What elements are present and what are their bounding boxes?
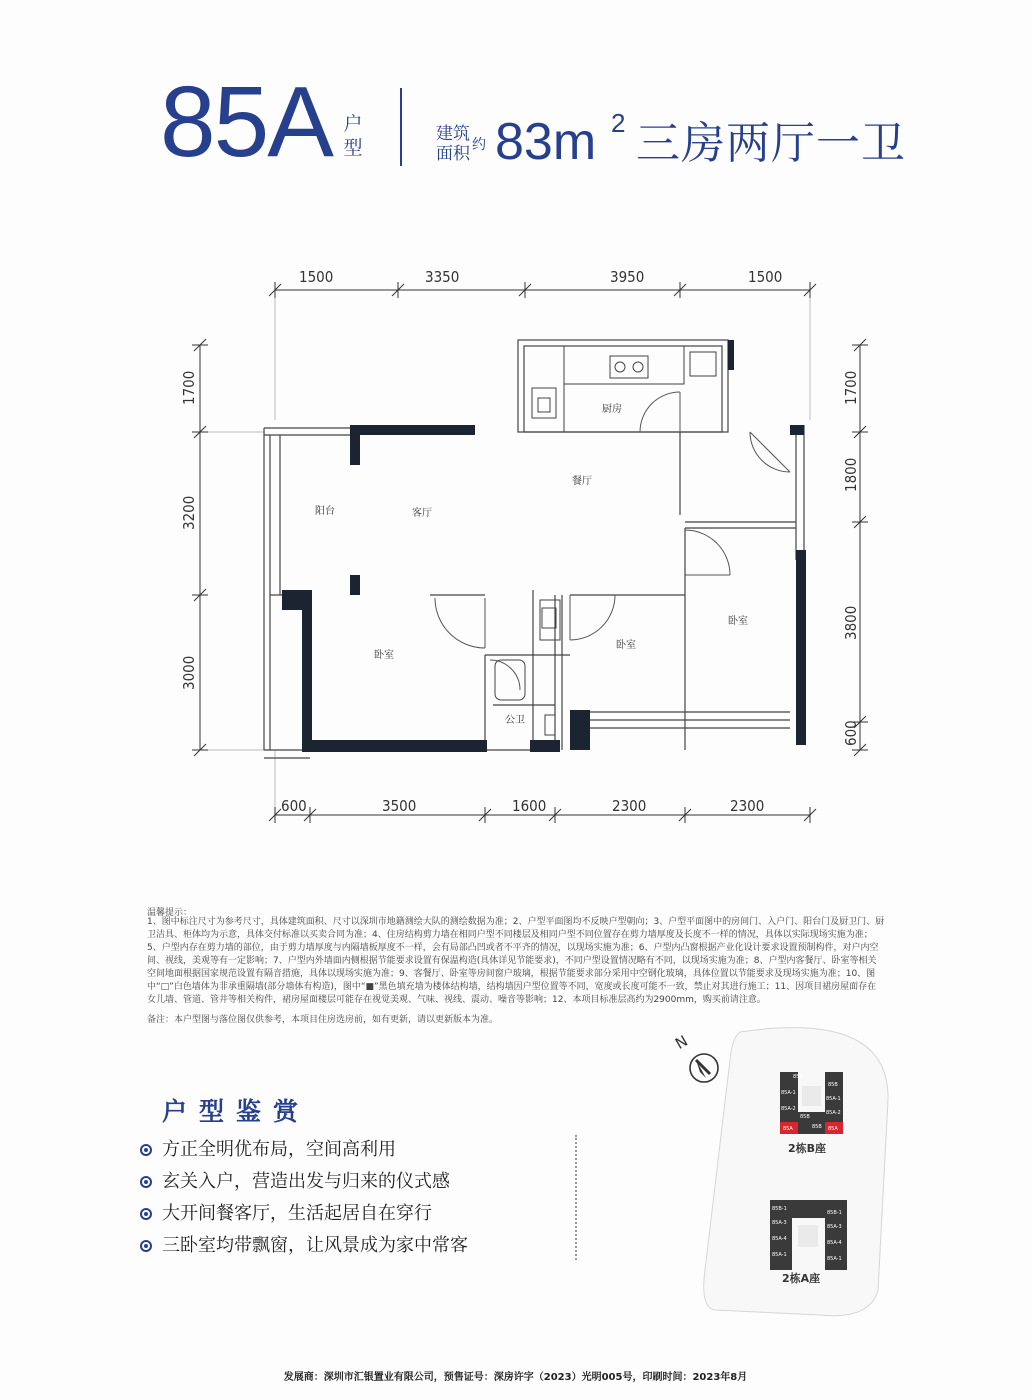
room-label-dining: 餐厅 <box>572 476 592 487</box>
site-unit-label: 85B <box>828 1082 838 1088</box>
site-unit-label: 85A <box>783 1126 793 1132</box>
bullet-icon <box>140 1176 152 1188</box>
room-label-bedroom-3: 卧室 <box>728 616 748 627</box>
footer-info: 发展商：深圳市汇银置业有限公司，预售证号：深房许字（2023）光明005号，印刷时间：2023年8月 <box>283 1372 748 1383</box>
room-label-living: 客厅 <box>412 508 432 519</box>
floor-plan <box>150 260 870 840</box>
dim-top-4: 1500 <box>748 268 783 286</box>
feature-item <box>140 1170 450 1194</box>
site-unit-label: 85A-4 <box>772 1236 787 1242</box>
bullet-icon <box>140 1208 152 1220</box>
site-unit-label: 85A-2 <box>826 1110 841 1116</box>
dim-top-3: 3950 <box>610 268 645 286</box>
notes-body: 1、图中标注尺寸为参考尺寸，具体建筑面积、尺寸以深圳市地籍测绘大队的测绘数据为准；2、户型平面图均不反映户型朝向；3、户型平面图中的房间门、入户门、阳台门及厨卫门、厨卫洁具、柜体均为示意，具体交付标准以买卖合同为准；4、住房结构剪力墙在相同户型不同楼层及相同户型不同位置存在剪力墙厚度及长度不一样的情况，具体以实际现场实施为准；5、户型内存在剪力墙的部位，由于剪力墙厚度与内隔墙板厚度不一样，会有局部凸凹或者不平齐的情况，以现场实施为准；6、户型内凸窗根据产业化设计要求设置预制构件，对户内空间、视线，美观等有一定影响；7、户型内外墙面内侧根据节能要求设置有保温构造(具体详见节能要求)，不同户型设置情况略有不同，以现场实施为准；8、户型内客餐厅、卧室等相关空间地面根据国家规范设置有隔音措施，具体以现场实施为准；9、客餐厅、卧室等房间窗户玻璃，根据节能要求部分采用中空钢化玻璃，具体位置以节能要求及现场实施为准；10、图中“□”白色墙体为非承重隔墙(部分墙体有构造)，图中“■”黑色填充墙为楼体结构墙，结构墙因户型位置等不同，宽度或长度可能不一致，禁止对其进行施工；11、因项目裙房屋面存在女儿墙、管道、管井等相关构件，裙房屋面楼层可能存在视觉美观、气味、视线、震动、噪音等影响；12、本项目标准层高约为2900mm，购买前请注意。 <box>147 917 885 1005</box>
room-label-bedroom-2: 卧室 <box>616 640 636 651</box>
room-label-kitchen: 厨房 <box>602 404 622 415</box>
site-unit-label: 85A <box>828 1126 838 1132</box>
feature-text: 方正全明优布局，空间高利用 <box>162 1139 396 1160</box>
unit-type-tag: 户型 <box>343 113 363 159</box>
notes-heading: 温馨提示： <box>147 908 193 918</box>
dim-right-2: 1800 <box>842 457 860 492</box>
dim-left-3: 3000 <box>180 655 198 690</box>
feature-text: 玄关入户，营造出发与归来的仪式感 <box>162 1171 450 1192</box>
site-unit-label: 85B <box>800 1114 810 1120</box>
site-plan <box>640 1020 900 1320</box>
room-label-bedroom-1: 卧室 <box>374 650 394 661</box>
area-value: 83m <box>495 113 597 171</box>
feature-text: 三卧室均带飘窗，让风景成为家中常客 <box>162 1235 468 1256</box>
area-approx: 约 <box>472 137 486 153</box>
dim-bottom-4: 2300 <box>612 797 647 815</box>
appreciation-title: 户型鉴赏 <box>162 1097 311 1126</box>
dim-bottom-1: 600 <box>281 797 307 815</box>
dim-left-2: 3200 <box>180 495 198 530</box>
title-divider <box>400 88 402 166</box>
site-unit-label: 85A-2 <box>781 1106 796 1112</box>
unit-type-code: 85A <box>160 66 332 178</box>
site-unit-label: 85A-1 <box>781 1090 796 1096</box>
dim-right-4: 600 <box>842 720 860 746</box>
dotted-divider <box>575 1135 577 1260</box>
layout-description: 三房两厅一卫 <box>636 118 906 169</box>
site-unit-label: 85B <box>793 1074 803 1080</box>
bullet-icon <box>140 1144 152 1156</box>
north-label: N <box>672 1031 691 1053</box>
room-label-bathroom: 公卫 <box>505 715 525 726</box>
dim-right-1: 1700 <box>842 370 860 405</box>
building-a-label: 2栋A座 <box>782 1272 821 1285</box>
compass-icon <box>690 1054 718 1082</box>
site-unit-label: 85B <box>812 1124 822 1130</box>
dim-right-3: 3800 <box>842 605 860 640</box>
feature-item <box>140 1138 396 1162</box>
area-label: 建筑面积 <box>436 124 470 164</box>
site-unit-label: 85A-1 <box>772 1252 787 1258</box>
remark-text: 备注：本户型图与落位图仅供参考，本项目住房选房前，如有更新，请以更新版本为准。 <box>147 1015 499 1025</box>
site-unit-label: 85B-1 <box>772 1206 787 1212</box>
site-unit-label: 85A-3 <box>827 1224 842 1230</box>
feature-text: 大开间餐客厅，生活起居自在穿行 <box>162 1203 432 1224</box>
site-unit-label: 85B-1 <box>827 1210 842 1216</box>
site-unit-label: 85A-1 <box>827 1256 842 1262</box>
dim-bottom-2: 3500 <box>382 797 417 815</box>
area-unit-superscript: 2 <box>611 108 626 138</box>
site-unit-label: 85A-3 <box>772 1220 787 1226</box>
dim-top-2: 3350 <box>425 268 460 286</box>
dim-left-1: 1700 <box>180 370 198 405</box>
feature-item <box>140 1202 432 1226</box>
dim-top-1: 1500 <box>299 268 334 286</box>
site-unit-label: 85A-1 <box>826 1096 841 1102</box>
feature-item <box>140 1234 468 1258</box>
dim-bottom-3: 1600 <box>512 797 547 815</box>
building-b-label: 2栋B座 <box>788 1142 827 1155</box>
site-unit-label: 85A-4 <box>827 1240 842 1246</box>
dim-bottom-5: 2300 <box>730 797 765 815</box>
bullet-icon <box>140 1240 152 1252</box>
room-label-balcony: 阳台 <box>315 506 335 517</box>
